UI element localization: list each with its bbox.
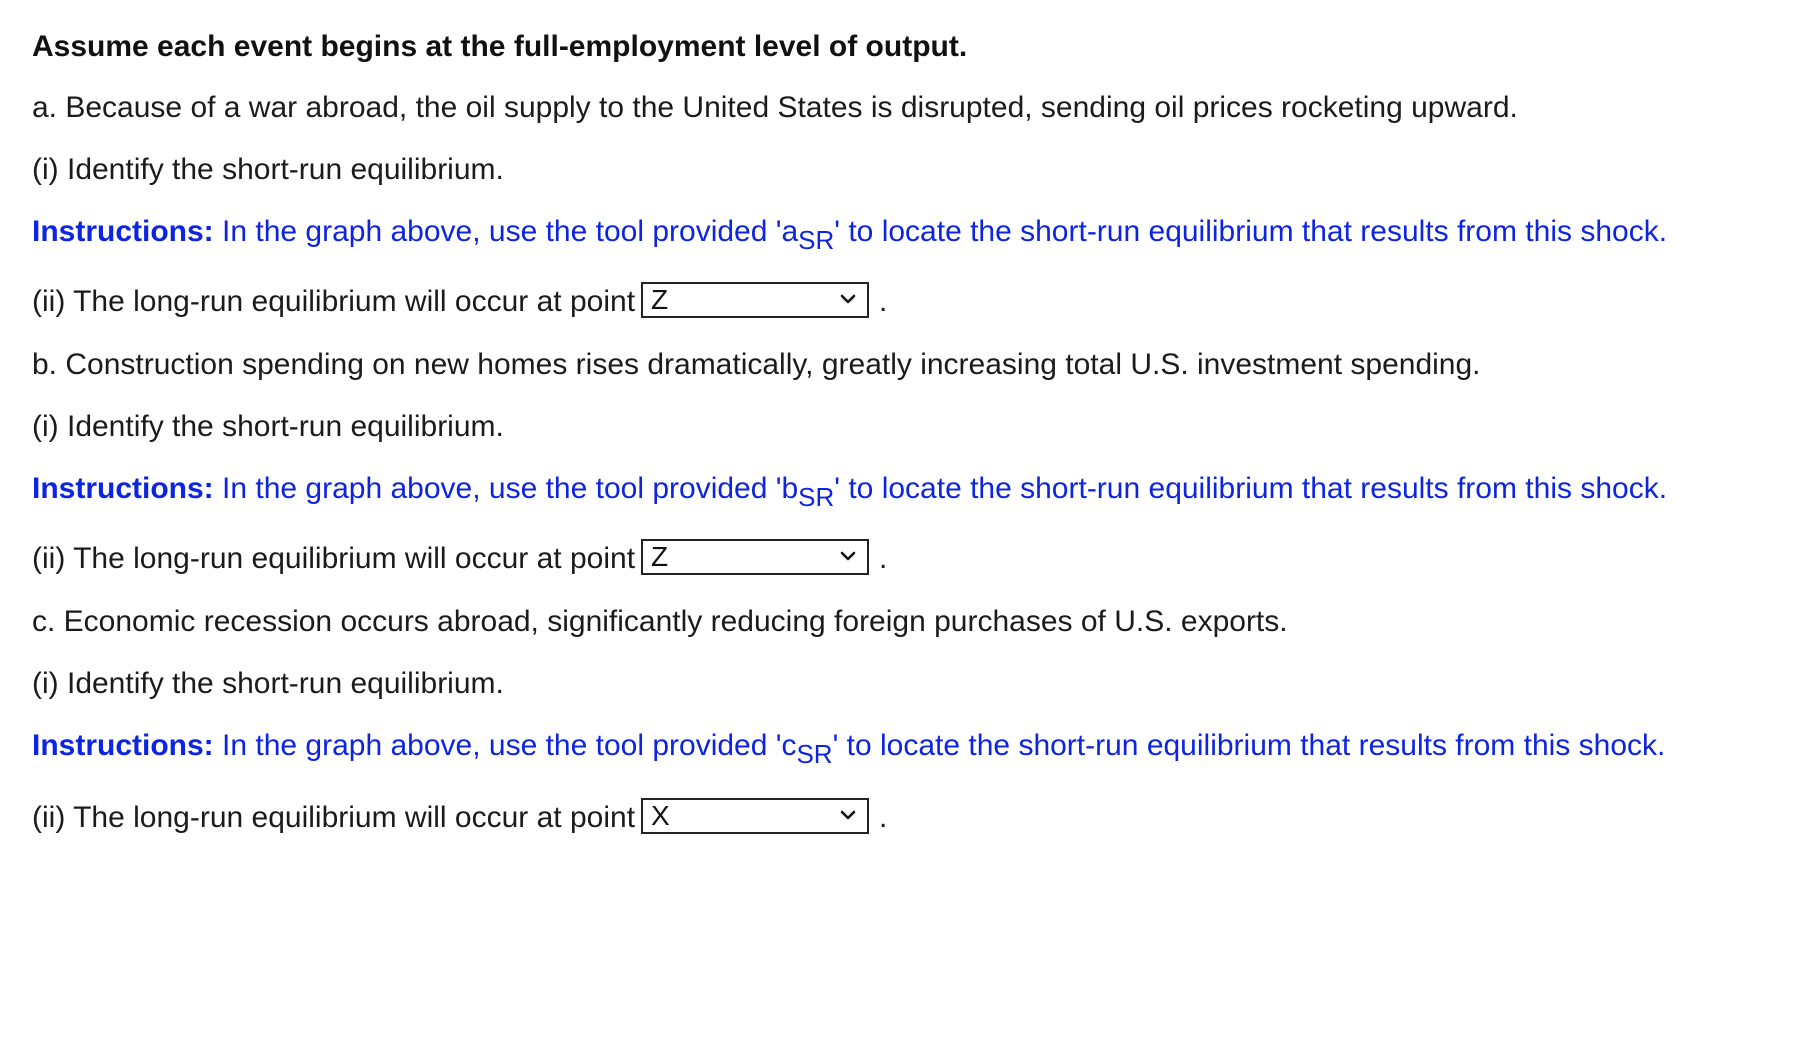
chevron-down-icon [839,290,857,308]
instructions-label: Instructions: [32,215,214,248]
intro-heading: Assume each event begins at the full-employment level of output. [32,30,968,63]
sentence-period: . [879,801,888,834]
sentence-period: . [879,285,888,318]
selected-value: Z [651,541,669,573]
part-b-lr-point-select[interactable] [641,539,869,575]
chevron-down-icon [839,547,857,565]
tool-name: a [781,215,799,248]
tool-name: c [781,729,797,762]
instructions-text-before: In the graph above, use the tool provided ' [222,472,782,505]
tool-subscript: SR [798,225,835,255]
tool-subscript: SR [798,482,835,512]
part-a-lr-row [32,282,887,322]
part-c-sr-prompt: (i) Identify the short-run equilibrium. [32,667,504,700]
part-a-sr-prompt: (i) Identify the short-run equilibrium. [32,153,504,186]
part-c-instructions [32,726,1666,769]
part-b-sr-prompt: (i) Identify the short-run equilibrium. [32,410,504,443]
part-b-question: b. Construction spending on new homes rises dramatically, greatly increasing total U.S. investment spending. [32,348,1481,381]
part-c-question: c. Economic recession occurs abroad, significantly reducing foreign purchases of U.S. exports. [32,605,1288,638]
instructions-text-before: In the graph above, use the tool provided ' [222,215,782,248]
selected-value: X [651,800,670,832]
sentence-period: . [879,542,888,575]
part-c-lr-point-select[interactable] [641,798,869,834]
instructions-text-after: ' to locate the short-run equilibrium that results from this shock. [832,729,1666,762]
part-b-lr-prompt: (ii) The long-run equilibrium will occur at point [32,542,636,575]
instructions-label: Instructions: [32,472,214,505]
instructions-text-after: ' to locate the short-run equilibrium that results from this shock. [834,472,1668,505]
part-a-instructions [32,212,1668,255]
instructions-label: Instructions: [32,729,214,762]
selected-value: Z [651,284,669,316]
tool-subscript: SR [796,739,833,769]
part-a-question: a. Because of a war abroad, the oil supply to the United States is disrupted, sending oil prices rocketing upward. [32,91,1518,124]
part-a-lr-prompt: (ii) The long-run equilibrium will occur at point [32,285,636,318]
part-b-instructions [32,469,1668,512]
instructions-text-after: ' to locate the short-run equilibrium that results from this shock. [834,215,1668,248]
tool-name: b [781,472,799,505]
part-c-lr-row [32,798,887,838]
chevron-down-icon [839,806,857,824]
part-a-lr-point-select[interactable] [641,282,869,318]
instructions-text-before: In the graph above, use the tool provided ' [222,729,782,762]
part-b-lr-row [32,539,887,579]
part-c-lr-prompt: (ii) The long-run equilibrium will occur at point [32,801,636,834]
